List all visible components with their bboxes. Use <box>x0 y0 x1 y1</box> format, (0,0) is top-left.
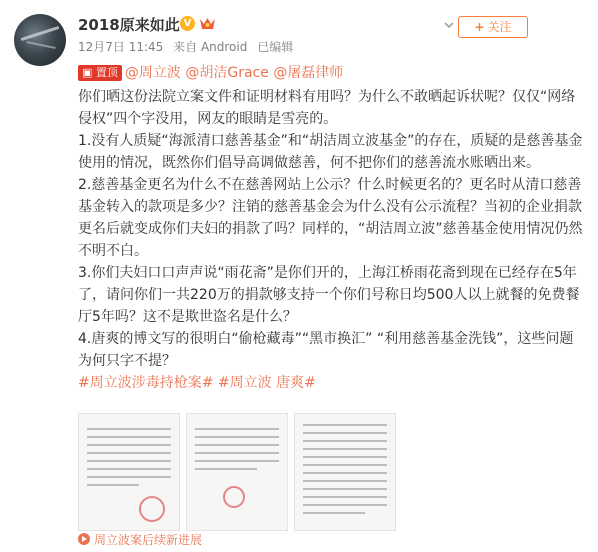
post-time[interactable]: 12月7日 11:45 <box>78 40 164 54</box>
member-badge-icon <box>199 16 216 31</box>
post-source: 来自 Android <box>173 40 248 54</box>
post-paragraph: 你们晒这份法院立案文件和证明材料有用吗？为什么不敢晒起诉状呢？仅仅“网络侵权”四个字没用，网友的眼睛是雪亮的。 <box>78 89 576 127</box>
related-link[interactable] <box>78 531 202 548</box>
mention-link[interactable]: @屠磊律师 <box>273 65 344 81</box>
post-meta <box>78 38 299 55</box>
post-paragraph: 3.你们夫妇口口声声说“雨花斋”是你们开的，上海江桥雨花斋到现在已经存在5年了，请问你们一共220万的捐款够支持一个你们号称日均500人以上就餐的免费餐厅5年吗？这不是欺世盗名是什么？ <box>78 265 580 325</box>
pin-line <box>78 62 586 86</box>
follow-label: 关注 <box>487 20 512 34</box>
pinned-badge <box>78 65 122 81</box>
image-gallery <box>78 413 586 531</box>
pin-icon: ▣ <box>82 66 93 79</box>
video-play-icon <box>78 533 90 545</box>
seal-stamp <box>223 486 245 508</box>
chevron-down-icon[interactable] <box>442 18 456 32</box>
post-paragraph: 1.没有人质疑“海派清口慈善基金”和“胡洁周立波基金”的存在，质疑的是慈善基金使用的情况，既然你们倡导高调做慈善，何不把你们的慈善流水账晒出来。 <box>78 133 583 171</box>
document-image[interactable] <box>294 413 396 531</box>
mention-link[interactable]: @周立波 <box>124 65 181 81</box>
plus-icon: + <box>474 20 485 34</box>
avatar-decoration <box>26 41 56 49</box>
document-image[interactable] <box>78 413 180 531</box>
avatar-decoration <box>21 26 60 41</box>
pin-label: 置顶 <box>95 66 118 79</box>
topic-links[interactable]: #周立波涉毒持枪案# #周立波 唐爽# <box>78 375 316 391</box>
avatar[interactable] <box>14 14 66 66</box>
follow-button[interactable] <box>458 16 528 38</box>
related-link-label: 周立波案后续新进展 <box>94 533 203 547</box>
post-paragraph: 2.慈善基金更名为什么不在慈善网站上公示？什么时候更名的？更名时从清口慈善基金转入的款项是多少？注销的慈善基金会为什么没有公示流程？当初的企业捐款更名后就变成你们夫妇的捐款了吗？同样的，“胡洁周立波”慈善基金使用情况仍然不明不白。 <box>78 177 583 259</box>
mention-link[interactable]: @胡洁Grace <box>185 65 269 81</box>
post-header <box>78 14 586 58</box>
edited-label[interactable]: 已编辑 <box>257 40 294 54</box>
verified-icon: V <box>180 16 195 31</box>
post-content <box>78 62 586 394</box>
username[interactable]: 2018原来如此 <box>78 16 180 34</box>
post-paragraph: 4.唐爽的博文写的很明白“偷枪藏毒”“黑市换汇” “利用慈善基金洗钱”，这些问题为何只字不提？ <box>78 331 574 369</box>
seal-stamp <box>139 496 165 522</box>
document-image[interactable] <box>186 413 288 531</box>
